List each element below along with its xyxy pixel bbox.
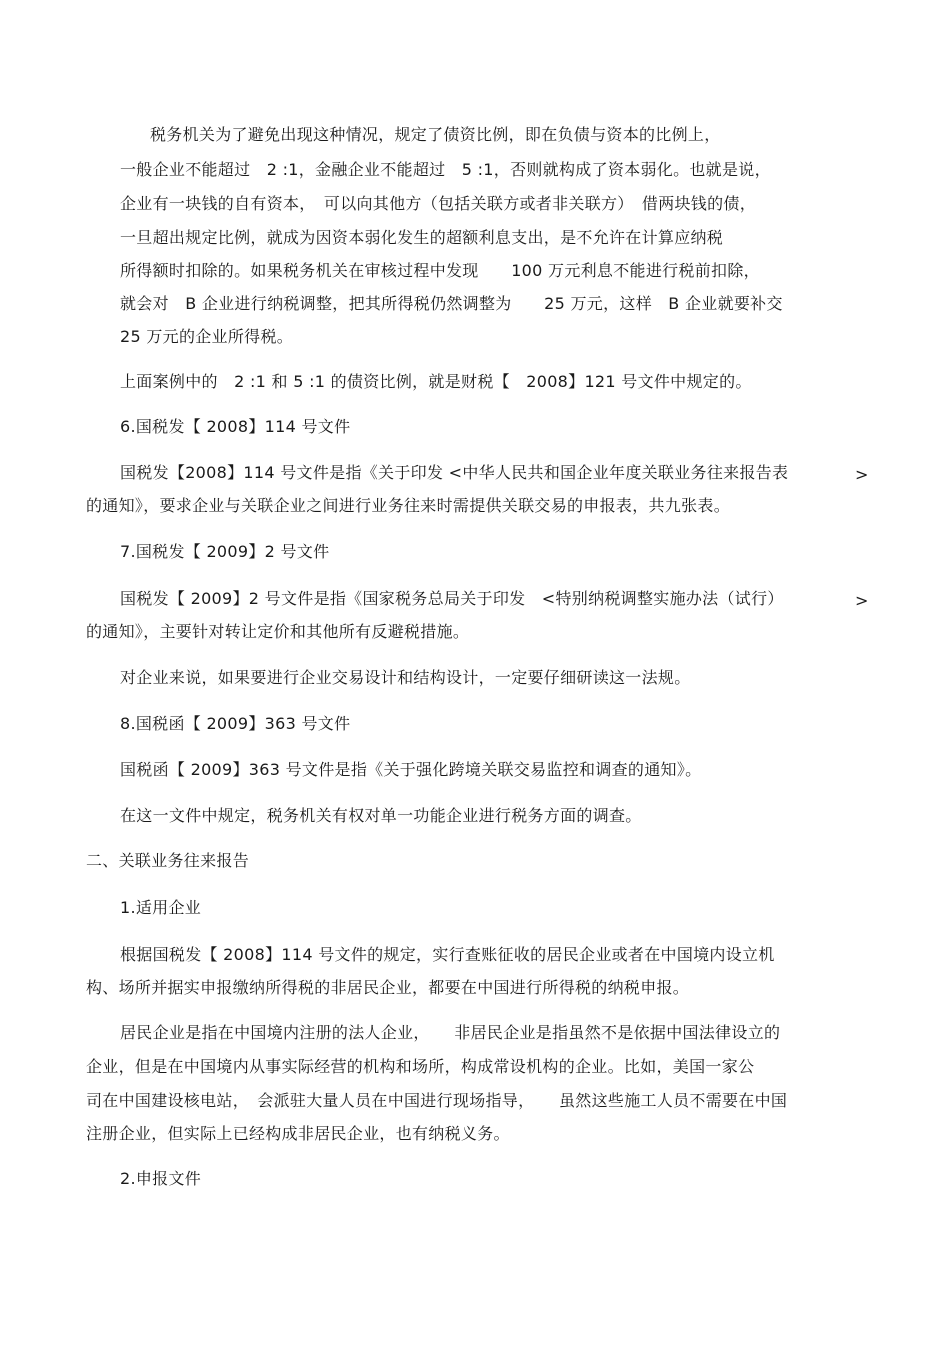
paragraph-line: > <box>855 465 869 484</box>
paragraph-line: 25 万元的企业所得税。 <box>120 327 294 346</box>
paragraph-line: 的通知》，主要针对转让定价和其他所有反避税措施。 <box>86 622 470 641</box>
paragraph-line: 对企业来说，如果要进行企业交易设计和结构设计，一定要仔细研读这一法规。 <box>120 668 691 687</box>
paragraph-line: 司在中国建设核电站， 会派驻大量人员在中国进行现场指导， 虽然这些施工人员不需要在中国 <box>86 1091 788 1110</box>
paragraph-line: 一旦超出规定比例，就成为因资本弱化发生的超额利息支出，是不允许在计算应纳税 <box>120 228 724 247</box>
paragraph-line: 就会对 B 企业进行纳税调整，把其所得税仍然调整为 25 万元，这样 B 企业就要补交 <box>120 294 783 313</box>
section-heading: 2.申报文件 <box>120 1169 202 1188</box>
paragraph-line: 构、场所并据实申报缴纳所得税的非居民企业，都要在中国进行所得税的纳税申报。 <box>86 978 690 997</box>
paragraph-line: 企业有一块钱的自有资本， 可以向其他方（包括关联方或者非关联方） 借两块钱的债， <box>120 194 757 213</box>
paragraph-line: 国税发【2008】114 号文件是指《关于印发 <中华人民共和国企业年度关联业务往来报告表 <box>120 463 789 482</box>
paragraph-line: 在这一文件中规定，税务机关有权对单一功能企业进行税务方面的调查。 <box>120 806 642 825</box>
paragraph-line: 注册企业，但实际上已经构成非居民企业，也有纳税义务。 <box>86 1124 510 1143</box>
section-heading: 二、关联业务往来报告 <box>86 851 250 870</box>
section-heading: 8.国税函【 2009】363 号文件 <box>120 714 351 733</box>
paragraph-line: 一般企业不能超过 2 :1，金融企业不能超过 5 :1，否则就构成了资本弱化。也就是说， <box>120 160 771 179</box>
section-heading: 7.国税发【 2009】2 号文件 <box>120 542 330 561</box>
section-heading: 1.适用企业 <box>120 898 202 917</box>
paragraph-line: 居民企业是指在中国境内注册的法人企业， 非居民企业是指虽然不是依据中国法律设立的 <box>120 1023 781 1042</box>
paragraph-line: 国税发【 2009】2 号文件是指《国家税务总局关于印发 <特别纳税调整实施办法（试行） <box>120 589 784 608</box>
paragraph-line: 根据国税发【 2008】114 号文件的规定，实行查账征收的居民企业或者在中国境内设立机 <box>120 945 775 964</box>
paragraph-line: 企业，但是在中国境内从事实际经营的机构和场所，构成常设机构的企业。比如，美国一家公 <box>86 1057 755 1076</box>
paragraph-line: 税务机关为了避免出现这种情况，规定了债资比例，即在负债与资本的比例上， <box>150 125 721 144</box>
paragraph-line: 国税函【 2009】363 号文件是指《关于强化跨境关联交易监控和调查的通知》。 <box>120 760 702 779</box>
paragraph-line: 的通知》，要求企业与关联企业之间进行业务往来时需提供关联交易的申报表，共九张表。 <box>86 496 731 515</box>
section-heading: 6.国税发【 2008】114 号文件 <box>120 417 351 436</box>
paragraph-line: 所得额时扣除的。如果税务机关在审核过程中发现 100 万元利息不能进行税前扣除， <box>120 261 760 280</box>
paragraph-line: 上面案例中的 2 :1 和 5 :1 的债资比例，就是财税【 2008】121 号文件中规定的。 <box>120 372 752 391</box>
paragraph-line: > <box>855 591 869 610</box>
